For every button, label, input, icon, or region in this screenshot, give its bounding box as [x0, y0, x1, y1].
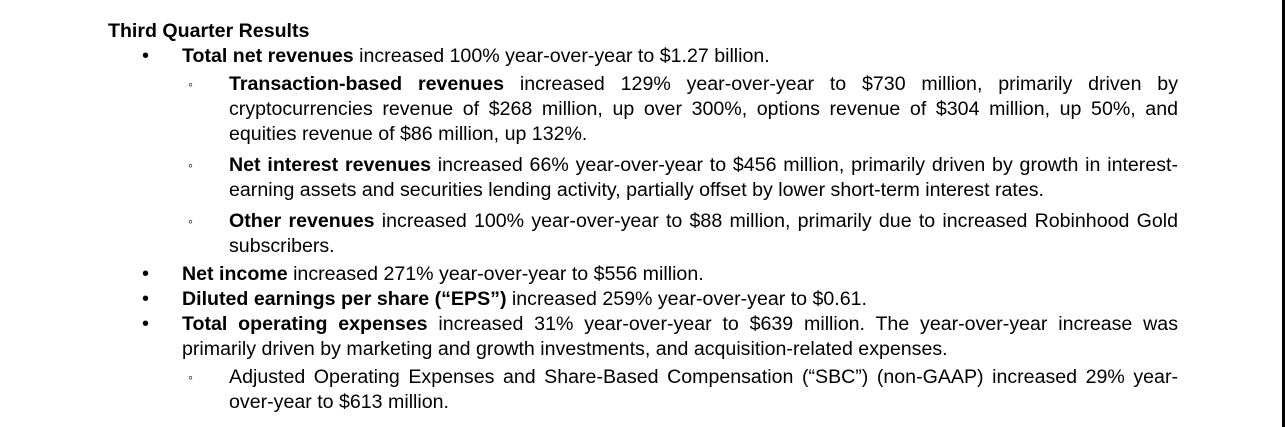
- bullet-icon: •: [142, 288, 150, 310]
- item-description: increased 31% year-over-year to $639 million. The year-over-year increase was primarily driven by marketing and growth investments, and acquisition-related expenses.: [182, 313, 1178, 360]
- sub-item-description: Adjusted Operating Expenses and Share-Based Compensation (“SBC”) (non-GAAP) increased 29% year-over-year to $613 million.: [229, 366, 1178, 413]
- document-body: [108, 19, 1178, 418]
- item-label: Total operating expenses: [182, 313, 428, 335]
- item-label: Total net revenues: [182, 45, 354, 67]
- results-list: [108, 44, 1178, 415]
- item-text: [182, 262, 1178, 287]
- list-item-diluted-eps: [108, 287, 1178, 312]
- sub-item-description: increased 66% year-over-year to $456 million, primarily driven by growth in interest-earning assets and securities lending activity, partially offset by lower short-term interest rates.: [229, 154, 1178, 201]
- item-text: [182, 312, 1178, 362]
- sub-list-revenues: [182, 72, 1178, 259]
- sub-bullet-icon: ◦: [188, 76, 193, 92]
- sub-bullet-icon: ◦: [188, 157, 193, 173]
- item-text: [182, 287, 1178, 312]
- sub-item-label: Net interest revenues: [229, 154, 431, 176]
- item-description: increased 271% year-over-year to $556 million.: [287, 263, 704, 285]
- item-label: Net income: [182, 263, 288, 285]
- item-text: [182, 44, 1178, 69]
- sub-item-description: increased 129% year-over-year to $730 million, primarily driven by cryptocurrencies revenue of $268 million, up over 300%, options revenue of $304 million, up 50%, and equities revenue of $86 million, up 132%.: [229, 73, 1178, 145]
- sub-item-adjusted-operating-expenses: [182, 365, 1178, 415]
- item-description: increased 259% year-over-year to $0.61.: [506, 288, 867, 310]
- list-item-net-income: [108, 262, 1178, 287]
- section-title: Third Quarter Results: [108, 20, 310, 42]
- sub-list-expenses: [182, 365, 1178, 415]
- bullet-icon: •: [142, 263, 150, 285]
- sub-item-label: Other revenues: [229, 210, 375, 232]
- sub-item-transaction-revenues: [182, 72, 1178, 147]
- sub-item-description: increased 100% year-over-year to $88 million, primarily due to increased Robinhood Gold subscribers.: [229, 210, 1179, 257]
- sub-bullet-icon: ◦: [188, 213, 193, 229]
- bullet-icon: •: [142, 45, 150, 67]
- item-label: Diluted earnings per share (“EPS”): [182, 288, 507, 310]
- sub-item-label: Transaction-based revenues: [229, 73, 505, 95]
- sub-item-other-revenues: [182, 209, 1178, 259]
- item-description: increased 100% year-over-year to $1.27 billion.: [353, 45, 770, 67]
- list-item-total-net-revenues: [108, 44, 1178, 259]
- sub-item-net-interest-revenues: [182, 153, 1178, 203]
- sub-bullet-icon: ◦: [188, 369, 193, 385]
- list-item-total-operating-expenses: [108, 312, 1178, 415]
- bullet-icon: •: [142, 313, 150, 335]
